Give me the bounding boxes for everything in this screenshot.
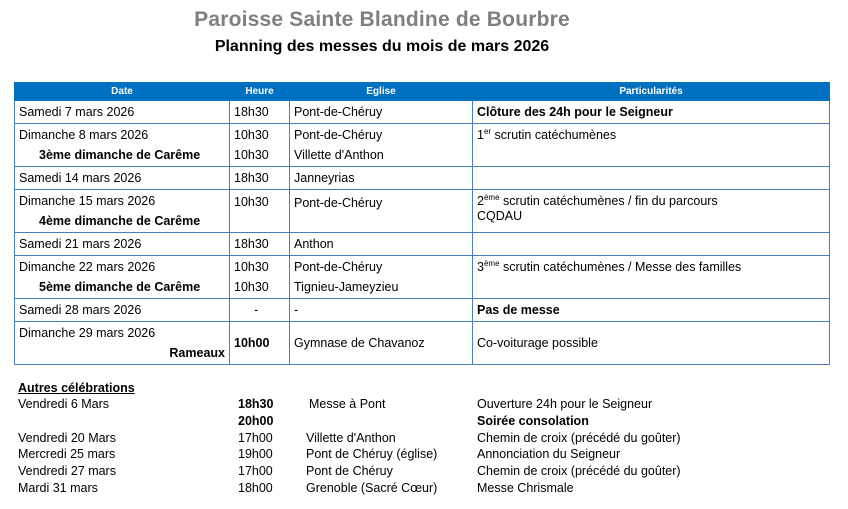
event-time: 18h30 — [238, 397, 274, 411]
event-time: 18h00 — [238, 480, 273, 495]
note-ordinal: 3 — [477, 260, 484, 274]
event-date: Vendredi 20 Mars — [18, 430, 116, 445]
event-place: Pont de Chéruy — [306, 464, 393, 479]
event-description: Annonciation du Seigneur — [477, 447, 621, 462]
event-place: Pont de Chéruy (église) — [306, 447, 438, 462]
time-text: 10h30 — [234, 260, 269, 274]
event-description: Soirée consolation — [477, 413, 589, 428]
date-cell: Samedi 14 mars 2026 — [15, 167, 230, 190]
time-text: 10h30 — [234, 128, 269, 142]
event-description: Chemin de croix (précédé du goûter) — [477, 430, 681, 445]
col-header-date: Date — [15, 83, 230, 101]
date-text: Dimanche 22 mars 2026 — [19, 260, 156, 274]
church-cell: - — [290, 299, 473, 322]
event-date: Vendredi 27 mars — [18, 464, 116, 479]
church-cell: Gymnase de Chavanoz — [290, 322, 473, 365]
event-description: Messe Chrismale — [477, 480, 574, 495]
col-header-church: Eglise — [290, 83, 473, 101]
table-row — [15, 299, 830, 322]
list-item — [18, 463, 838, 480]
notes-cell — [473, 233, 830, 256]
church-cell: Pont-de-Chéruy — [290, 101, 473, 124]
event-description: Chemin de croix (précédé du goûter) — [477, 464, 681, 479]
other-celebrations-title: Autres célébrations — [18, 381, 135, 395]
date-cell — [15, 322, 230, 365]
note-text: scrutin catéchumènes — [491, 128, 617, 142]
time-cell — [230, 190, 290, 233]
event-time: 17h00 — [238, 464, 273, 479]
time-cell — [230, 124, 290, 167]
list-item — [18, 430, 838, 447]
notes-cell — [473, 190, 830, 233]
time-text: 10h30 — [234, 280, 269, 294]
note-ordinal-suffix: ème — [483, 192, 500, 202]
date-cell: Samedi 7 mars 2026 — [15, 101, 230, 124]
table-row — [15, 322, 830, 365]
table-row — [15, 167, 830, 190]
note-ordinal: 1 — [477, 128, 484, 142]
notes-cell: Clôture des 24h pour le Seigneur — [473, 101, 830, 124]
event-place: Villette d'Anthon — [306, 430, 396, 445]
note-ordinal: 2 — [477, 194, 484, 208]
event-description: Ouverture 24h pour le Seigneur — [477, 397, 653, 411]
list-item — [18, 413, 838, 430]
liturgical-day: Rameaux — [169, 346, 225, 360]
list-item — [18, 480, 838, 497]
note-text: scrutin catéchumènes / Messe des familles — [499, 260, 742, 274]
table-row — [15, 233, 830, 256]
church-cell: Anthon — [290, 233, 473, 256]
col-header-time: Heure — [230, 83, 290, 101]
event-time: 19h00 — [238, 447, 273, 462]
table-row — [15, 124, 830, 167]
time-text: 10h30 — [234, 148, 269, 162]
date-text: Dimanche 15 mars 2026 — [19, 194, 156, 208]
liturgical-day: 3ème dimanche de Carême — [39, 148, 201, 162]
date-cell: Samedi 21 mars 2026 — [15, 233, 230, 256]
notes-cell: Pas de messe — [473, 299, 830, 322]
event-date: Vendredi 6 Mars — [18, 397, 110, 411]
church-cell — [290, 190, 473, 233]
list-item — [18, 446, 838, 463]
church-text: Pont-de-Chéruy — [294, 260, 383, 274]
mass-schedule-table — [14, 82, 830, 365]
event-time: 20h00 — [238, 413, 274, 428]
time-cell: 18h30 — [230, 233, 290, 256]
table-row — [15, 190, 830, 233]
note-ordinal-suffix: er — [483, 126, 492, 136]
notes-cell — [473, 167, 830, 190]
church-text: Pont-de-Chéruy — [294, 128, 383, 142]
date-text: Dimanche 29 mars 2026 — [19, 326, 156, 340]
table-row — [15, 101, 830, 124]
church-cell — [290, 256, 473, 299]
liturgical-day: 4ème dimanche de Carême — [39, 214, 201, 228]
time-cell: - — [230, 299, 290, 322]
time-cell: 10h00 — [230, 322, 290, 365]
church-text: Villette d'Anthon — [294, 148, 384, 162]
note-text-line2: CQDAU — [477, 209, 523, 223]
time-cell — [230, 256, 290, 299]
event-place: Grenoble (Sacré Cœur) — [306, 480, 438, 495]
page-subtitle: Planning des messes du mois de mars 2026 — [214, 38, 550, 55]
page-title: Paroisse Sainte Blandine de Bourbre — [194, 8, 570, 31]
notes-cell — [473, 124, 830, 167]
church-cell: Janneyrias — [290, 167, 473, 190]
event-date: Mardi 31 mars — [18, 480, 98, 495]
other-celebrations — [18, 380, 838, 497]
date-cell — [15, 190, 230, 233]
table-row — [15, 256, 830, 299]
event-time: 17h00 — [238, 430, 273, 445]
list-item — [18, 396, 838, 413]
date-text: Dimanche 8 mars 2026 — [19, 128, 149, 142]
church-cell — [290, 124, 473, 167]
event-place: Messe à Pont — [309, 397, 386, 411]
notes-cell — [473, 256, 830, 299]
table-header-row — [15, 83, 830, 101]
time-text: 10h30 — [234, 195, 269, 209]
church-text: Tignieu-Jameyzieu — [294, 280, 399, 294]
event-date: Mercredi 25 mars — [18, 447, 116, 462]
col-header-notes: Particularités — [473, 83, 830, 101]
time-cell: 18h30 — [230, 101, 290, 124]
date-cell — [15, 124, 230, 167]
date-cell — [15, 256, 230, 299]
note-text: scrutin catéchumènes / fin du parcours — [499, 194, 718, 208]
date-cell: Samedi 28 mars 2026 — [15, 299, 230, 322]
note-ordinal-suffix: ème — [483, 258, 500, 268]
notes-cell: Co-voiturage possible — [473, 322, 830, 365]
time-cell: 18h30 — [230, 167, 290, 190]
church-text: Pont-de-Chéruy — [294, 196, 383, 210]
liturgical-day: 5ème dimanche de Carême — [39, 280, 201, 294]
